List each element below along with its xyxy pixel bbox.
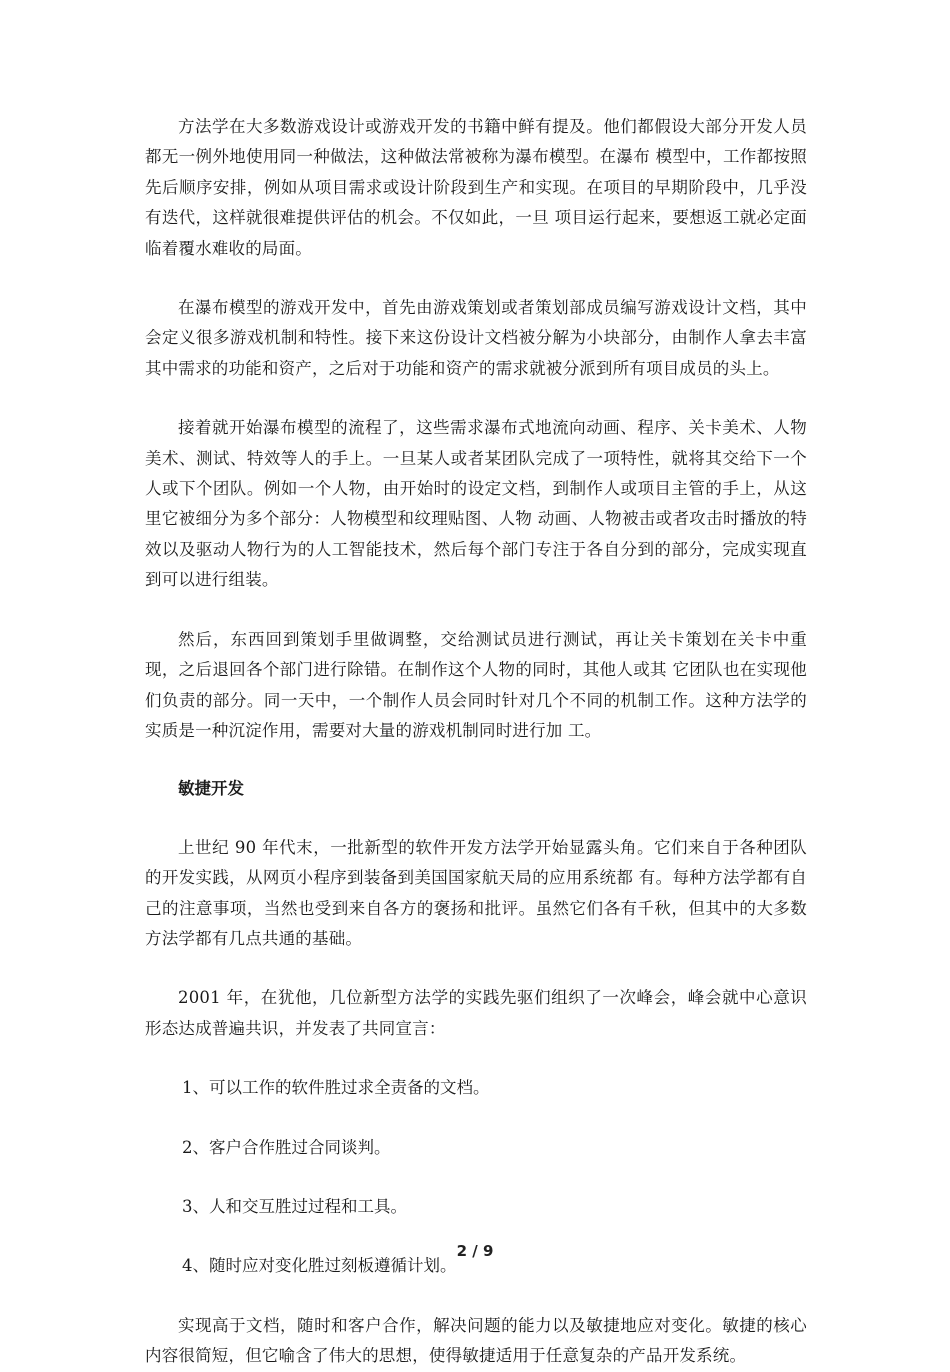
paragraph-waterfall-design-doc: 在瀑布模型的游戏开发中，首先由游戏策划或者策划部成员编写游戏设计文档，其中会定义很多游戏机制和特性。接下来这份设计文档被分解为小块部分，由制作人拿去丰富其中需求的功能和资产，之后对于功能和资产的需求就被分派到所有项目成员的头上。	[145, 298, 807, 378]
manifesto-item-4: 4、随时应对变化胜过刻板遵循计划。	[182, 1256, 457, 1276]
paragraph-agile-manifesto: 2001 年，在犹他，几位新型方法学的实践先驱们组织了一次峰会，峰会就中心意识形态达成普遍共识，并发表了共同宣言：	[145, 988, 807, 1038]
manifesto-item-3: 3、人和交互胜过过程和工具。	[182, 1196, 407, 1216]
paragraph-waterfall-intro: 方法学在大多数游戏设计或游戏开发的书籍中鲜有提及。他们都假设大部分开发人员都无一例外地使用同一种做法，这种做法常被称为瀑布模型。在瀑布 模型中，工作都按照先后顺序安排，例如从项目需求或设计阶段到生产和实现。在项目的早期阶段中，几乎没有迭代，这样就很难提供评估的机会。不仅如此，一旦 项目运行起来，要想返工就必定面临着覆水难收的局面。	[145, 117, 807, 258]
paragraph-agile-summary: 实现高于文档，随时和客户合作，解决问题的能力以及敏捷地应对变化。敏捷的核心内容很简短，但它喻含了伟大的思想，使得敏捷适用于任意复杂的产品开发系统。	[145, 1315, 807, 1366]
document-body	[145, 112, 807, 1372]
section-heading-agile: 敏捷开发	[178, 779, 244, 799]
paragraph-waterfall-iteration: 然后，东西回到策划手里做调整，交给测试员进行测试，再让关卡策划在关卡中重现，之后退回各个部门进行除错。在制作这个人物的同时，其他人或其 它团队也在实现他们负责的部分。同一天中，一个制作人员会同时针对几个不同的机制工作。这种方法学的实质是一种沉淀作用，需要对大量的游戏机制同时进行加 工。	[145, 629, 807, 740]
paragraph-waterfall-flow: 接着就开始瀑布模型的流程了，这些需求瀑布式地流向动画、程序、关卡美术、人物美术、测试、特效等人的手上。一旦某人或者某团队完成了一项特性，就将其交给下一个人或下个团队。例如一个人物，由开始时的设定文档，到制作人或项目主管的手上，从这里它被细分为多个部分：人物模型和纹理贴图、人物 动画、人物被击或者攻击时播放的特效以及驱动人物行为的人工智能技术，然后每个部门专注于各自分到的部分，完成实现直到可以进行组装。	[145, 418, 807, 590]
page-number: 2 / 9	[456, 1242, 494, 1260]
paragraph-agile-origins: 上世纪 90 年代末，一批新型的软件开发方法学开始显露头角。它们来自于各种团队的开发实践，从网页小程序到装备到美国国家航天局的应用系统都 有。每种方法学都有自己的注意事项，当然也受到来自各方的褒扬和批评。虽然它们各有千秋，但其中的大多数方法学都有几点共通的基础。	[145, 837, 807, 948]
manifesto-item-1: 1、可以工作的软件胜过求全责备的文档。	[182, 1078, 490, 1098]
manifesto-item-2: 2、客户合作胜过合同谈判。	[182, 1137, 391, 1157]
